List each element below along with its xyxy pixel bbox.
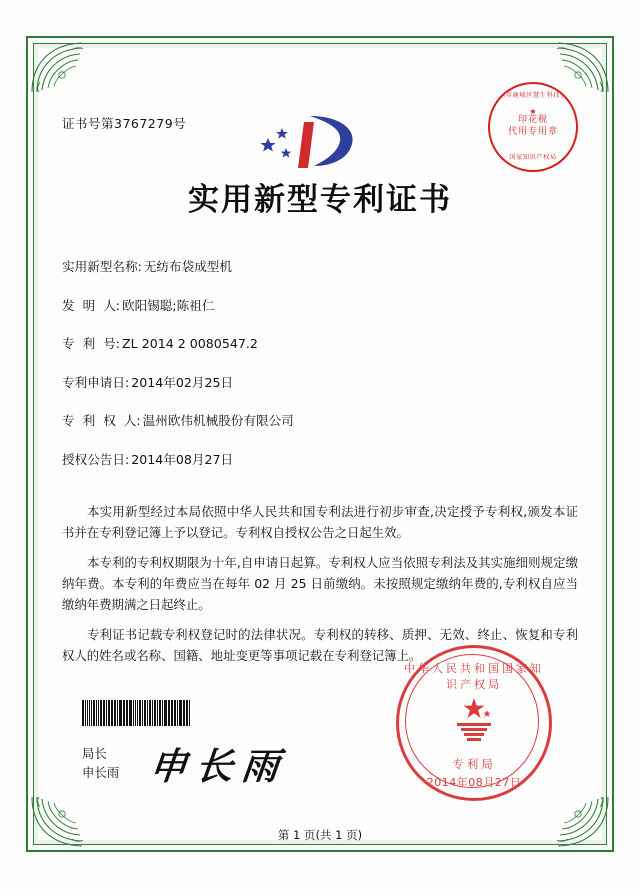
barcode-bar [117,700,118,726]
field-value: ZL 2014 2 0080547.2 [122,336,258,352]
field-value: 2014年02月25日 [131,374,234,390]
field-row [62,374,578,390]
barcode-bar [189,700,190,726]
barcode-bar [179,700,180,726]
field-row [62,451,578,467]
barcode-bar [100,700,101,726]
barcode-bar [89,700,90,726]
page-footer: 第 1 页(共 1 页) [277,828,363,842]
barcode-bar [130,700,132,726]
barcode-bar [180,700,181,726]
paragraph: 本专利的专利权期限为十年,自申请日起算。专利权人应当依照专利法及其实施细则规定缴纳年费。本专利的年费应当在每年 02 月 25 日前缴纳。未按照规定缴纳年费的,专利权自应当缴纳年费期满之日起终止。 [62,554,578,612]
field-value: 无纺布袋成型机 [143,259,232,274]
barcode-bar [147,700,148,726]
barcode-bar [108,700,110,726]
barcode-bar [139,700,140,726]
director-title-label: 局长 [82,746,107,761]
barcode-bar [104,700,105,726]
barcode-bar [135,700,136,726]
barcode-bar [177,700,178,726]
barcode-bar [164,700,165,726]
seal-top-arc-text: 温州市鹿城区慧生科技公司 [492,92,574,99]
page-title: 实用新型专利证书 [188,182,452,218]
field-value: 温州欧伟机械股份有限公司 [142,413,294,429]
signature-block [82,744,119,782]
barcode-bar [186,700,188,726]
handwritten-signature: 申长雨 [147,744,290,788]
field-row [62,261,578,274]
barcode-bar [119,700,121,726]
field-label: 发 明 人: [62,297,121,313]
barcode-bar [85,700,86,726]
barcode [82,700,190,726]
seal-bottom-label: 专利局 [452,757,496,771]
barcode-bar [162,700,163,726]
legal-paragraphs [62,501,578,666]
field-row [62,297,578,313]
barcode-bar [150,700,151,726]
barcode-bar [184,700,185,726]
barcode-bar [142,700,143,726]
barcode-bar [96,700,97,726]
seal-top-center-line2: 代用专用章 [507,127,558,137]
paragraph: 本实用新型经过本局依照中华人民共和国专利法进行初步审查,决定授予专利权,颁发本证书并在专利登记簿上予以登记。专利权自授权公告之日起生效。 [62,503,578,540]
certificate-content [62,96,578,675]
fields-list [62,261,578,467]
barcode-bar [157,700,158,726]
barcode-bar [124,700,125,726]
field-label: 专 利 号: [62,336,121,352]
barcode-bar [123,700,124,726]
barcode-bar [144,700,146,726]
barcode-bar [152,700,153,726]
certificate-number: 证书号第3767279号 [62,116,187,131]
barcode-bar [169,700,170,726]
barcode-bar [137,700,138,726]
official-round-seal [396,645,552,801]
field-label: 实用新型名称: [62,259,142,274]
barcode-bar [114,700,115,726]
field-label: 专 利 权 人: [62,413,141,429]
barcode-bar [174,700,175,726]
field-label: 授权公告日: [62,451,130,467]
barcode-bar [159,700,161,726]
seal-top-bottom-arc-text: 国家知识产权局 [509,153,557,161]
seal-top-star-icon: ★ [529,107,537,116]
paragraph: 专利证书记载专利权登记时的法律状况。专利权的转移、质押、无效、终止、恢复和专利权人的姓名或名称、国籍、地址变更等事项记载在专利登记簿上。 [62,626,578,663]
field-row [62,415,578,428]
barcode-bar [87,700,88,726]
barcode-bar [103,700,104,726]
barcode-bar [126,700,127,726]
seal-date: 2014年08月27日 [426,776,522,789]
barcode-bar [133,700,134,726]
barcode-bar [98,700,99,726]
barcode-bar [106,700,107,726]
field-row [62,338,578,351]
barcode-bar [91,700,92,726]
barcode-bar [115,700,116,726]
barcode-bar [82,700,84,726]
barcode-bar [154,700,155,726]
director-name-label: 申长雨 [82,765,120,780]
field-value: 2014年08月27日 [131,451,234,467]
barcode-bar [111,700,112,726]
field-label: 专利申请日: [62,374,130,390]
barcode-bar [183,700,184,726]
barcode-bar [168,700,169,726]
barcode-bar [149,700,150,726]
barcode-bar [165,700,166,726]
national-emblem-icon [445,696,503,750]
field-value: 欧阳锡聪;陈祖仁 [122,297,215,313]
barcode-bar [171,700,173,726]
seal-top-center-line1: 印花税 [517,115,548,125]
barcode-bar [129,700,130,726]
barcode-bar [93,700,95,726]
seal-bottom-arc-text: 中华人民共和国国家知识产权局 [404,662,544,691]
